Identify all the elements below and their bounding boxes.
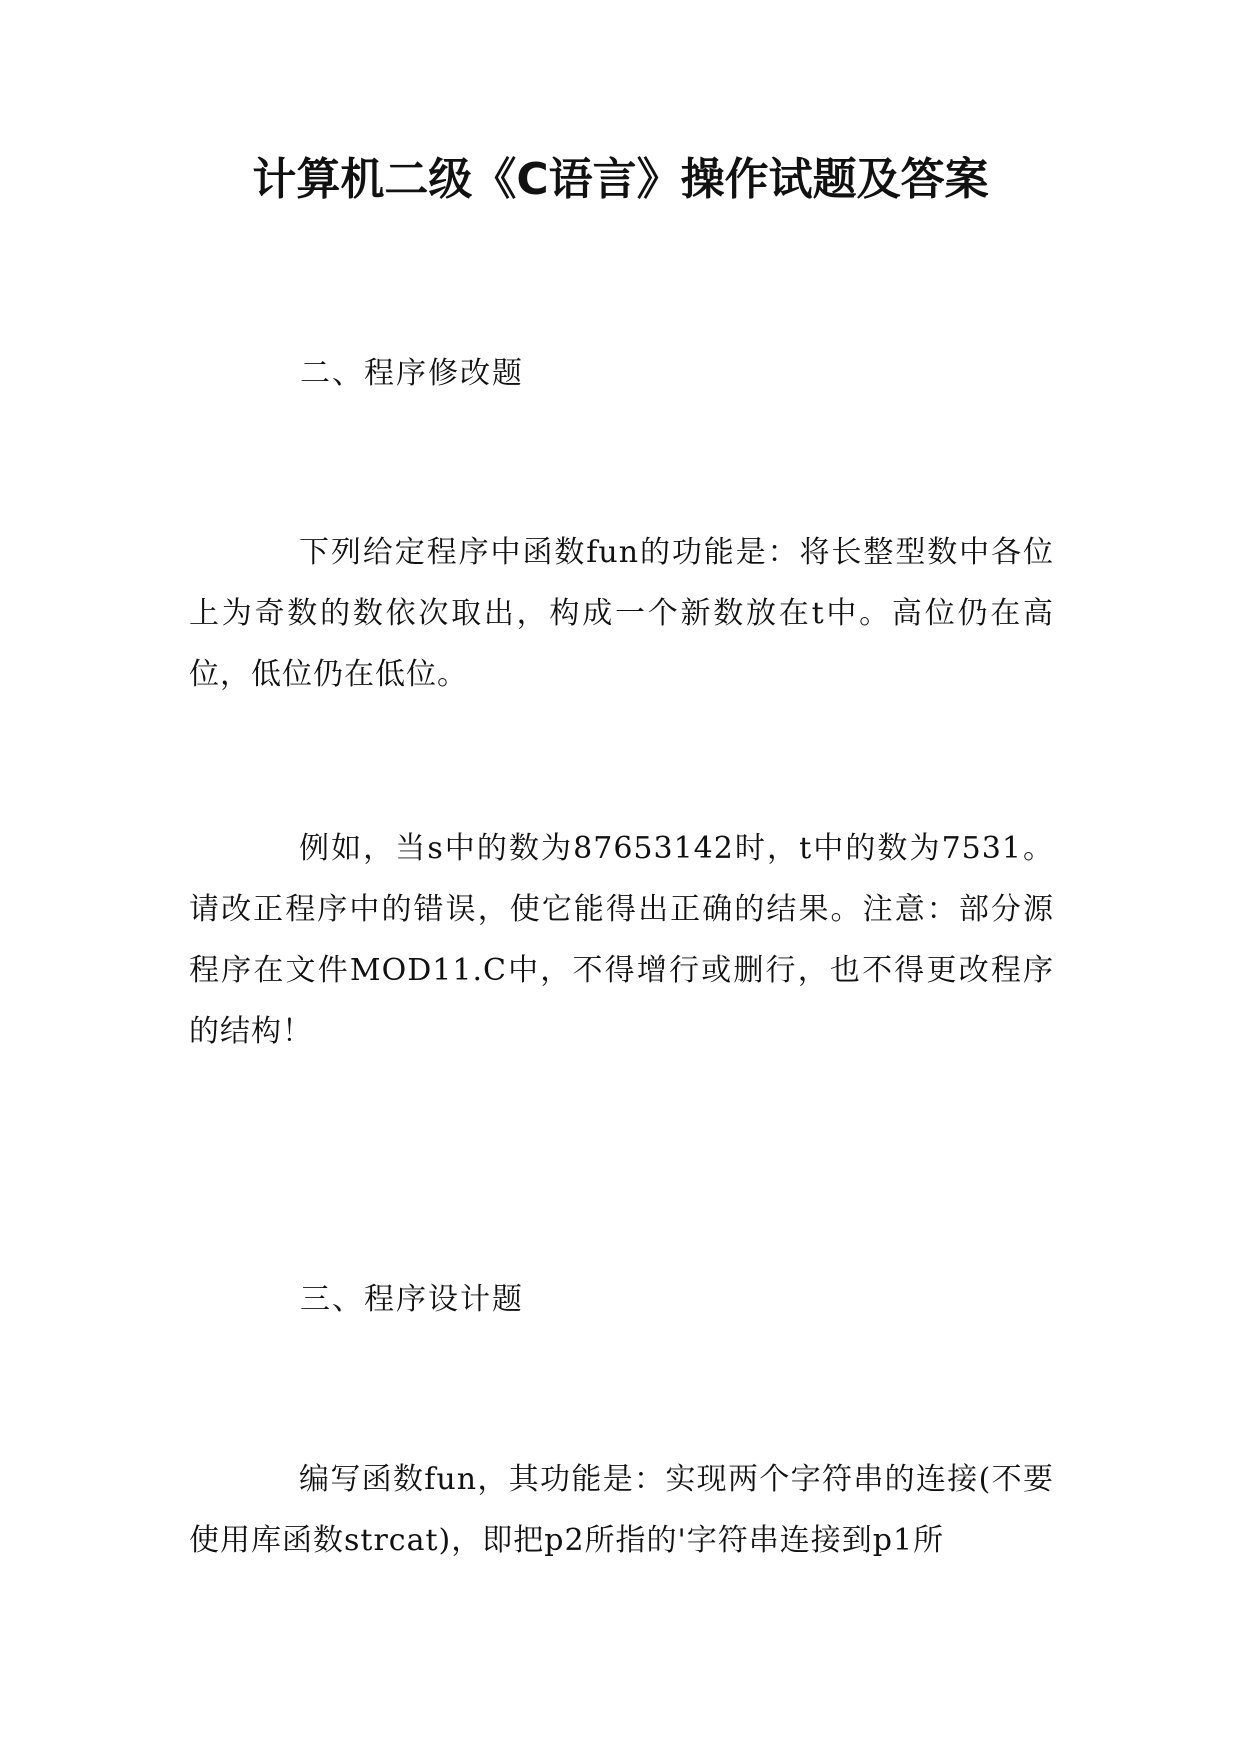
paragraph-design-task: 编写函数fun，其功能是：实现两个字符串的连接(不要使用库函数strcat)，即把p2所指的'字符串连接到p1所 — [189, 1462, 1054, 1558]
section-heading-program-design: 三、程序设计题 — [300, 1282, 524, 1317]
section-heading-program-modification: 二、程序修改题 — [300, 356, 524, 391]
document-title: 计算机二级《C语言》操作试题及答案 — [252, 154, 989, 205]
paragraph-task-description: 下列给定程序中函数fun的功能是：将长整型数中各位上为奇数的数依次取出，构成一个新数放在t中。高位仍在高位，低位仍在低位。 — [189, 535, 1054, 692]
paragraph-example: 例如，当s中的数为87653142时，t中的数为7531。请改正程序中的错误，使它能得出正确的结果。注意：部分源程序在文件MOD11.C中，不得增行或删行，也不得更改程序的结构！ — [189, 831, 1054, 1049]
